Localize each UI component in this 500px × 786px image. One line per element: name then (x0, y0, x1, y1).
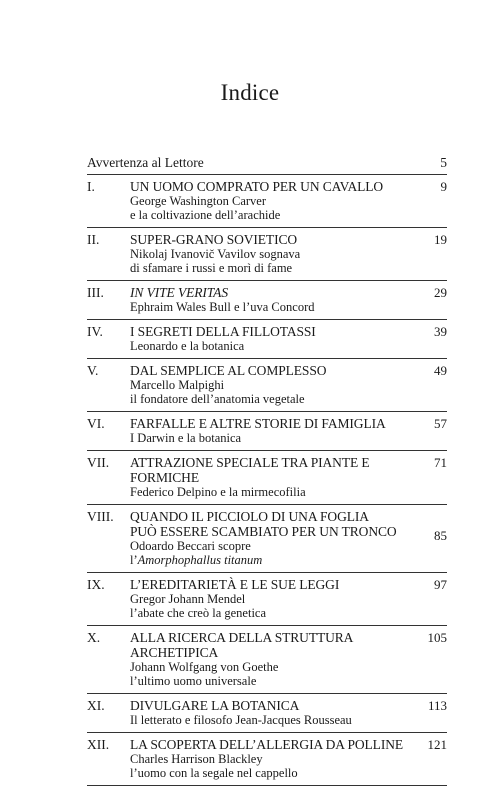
chapter-number: XI. (87, 698, 105, 713)
toc-page-number: 19 (434, 232, 447, 247)
toc-entry[interactable] (87, 175, 447, 228)
subtitle-prefix: l’ (130, 553, 138, 567)
toc-entry[interactable] (87, 573, 447, 626)
chapter-title: QUANDO IL PICCIOLO DI UNA FOGLIA (130, 509, 369, 524)
chapter-subtitle: di sfamare i russi e morì di fame (130, 261, 293, 275)
toc-page-number: 9 (440, 179, 447, 194)
chapter-title: DIVULGARE LA BOTANICA (130, 698, 300, 713)
toc-entry[interactable] (87, 626, 447, 694)
chapter-subtitle: Nikolaj Ivanovič Vavilov sognava (130, 247, 301, 261)
chapter-subtitle: l’ultimo uomo universale (130, 674, 257, 688)
toc-page-number: 97 (434, 577, 447, 592)
chapter-subtitle: il fondatore dell’anatomia vegetale (130, 392, 305, 406)
chapter-number: VIII. (87, 509, 114, 524)
toc-entry[interactable] (87, 733, 447, 786)
toc-page-number: 49 (434, 363, 447, 378)
chapter-title: FARFALLE E ALTRE STORIE DI FAMIGLIA (130, 416, 386, 431)
chapter-number: III. (87, 285, 104, 300)
chapter-subtitle: Odoardo Beccari scopre (130, 539, 251, 553)
toc-page-number: 57 (434, 416, 447, 431)
chapter-number: IX. (87, 577, 105, 592)
toc-entry-intro[interactable] (87, 152, 447, 175)
toc-page-number: 71 (434, 455, 447, 470)
chapter-number: X. (87, 630, 101, 645)
chapter-subtitle: Il letterato e filosofo Jean-Jacques Rousseau (130, 713, 352, 727)
toc-page-number: 5 (440, 155, 447, 170)
chapter-subtitle: e la coltivazione dell’arachide (130, 208, 281, 222)
chapter-number: VI. (87, 416, 105, 431)
chapter-subtitle: George Washington Carver (130, 194, 266, 208)
toc-page-number: 85 (434, 528, 447, 543)
toc-page-number: 121 (427, 737, 447, 752)
chapter-list (87, 175, 447, 786)
toc-entry[interactable] (87, 359, 447, 412)
chapter-title: PUÒ ESSERE SCAMBIATO PER UN TRONCO (130, 524, 397, 539)
chapter-number: II. (87, 232, 100, 247)
chapter-subtitle: Leonardo e la botanica (130, 339, 245, 353)
toc-page-number: 113 (427, 698, 447, 713)
chapter-title: ALLA RICERCA DELLA STRUTTURA ARCHETIPICA (130, 630, 353, 660)
chapter-number: IV. (87, 324, 103, 339)
chapter-number: I. (87, 179, 95, 194)
toc-entry[interactable] (87, 412, 447, 451)
chapter-subtitle: Ephraim Wales Bull e l’uva Concord (130, 300, 315, 314)
chapter-subtitle: l’abate che creò la genetica (130, 606, 267, 620)
chapter-title: SUPER-GRANO SOVIETICO (130, 232, 298, 247)
chapter-subtitle: Marcello Malpighi (130, 378, 225, 392)
toc-entry[interactable] (87, 694, 447, 733)
toc-entry[interactable] (87, 320, 447, 359)
toc-entry-label: Avvertenza al Lettore (87, 155, 204, 170)
chapter-title: LA SCOPERTA DELL’ALLERGIA DA POLLINE (130, 737, 404, 752)
species-name: Amorphophallus titanum (137, 553, 263, 567)
toc-page-number: 29 (434, 285, 447, 300)
chapter-number: XII. (87, 737, 110, 752)
chapter-title: ATTRAZIONE SPECIALE TRA PIANTE E FORMICHE (130, 455, 370, 485)
chapter-number: V. (87, 363, 99, 378)
chapter-title: UN UOMO COMPRATO PER UN CAVALLO (130, 179, 384, 194)
chapter-subtitle: I Darwin e la botanica (130, 431, 242, 445)
chapter-title: I SEGRETI DELLA FILLOTASSI (130, 324, 316, 339)
toc-entry[interactable] (87, 505, 447, 573)
chapter-subtitle: l’uomo con la segale nel cappello (130, 766, 298, 780)
table-of-contents (87, 152, 447, 786)
toc-page-number: 105 (427, 630, 447, 645)
chapter-subtitle: Federico Delpino e la mirmecofilia (130, 485, 306, 499)
toc-entry[interactable] (87, 281, 447, 320)
page-title: Indice (220, 80, 280, 105)
chapter-title: DAL SEMPLICE AL COMPLESSO (130, 363, 327, 378)
chapter-subtitle: Charles Harrison Blackley (130, 752, 263, 766)
chapter-number: VII. (87, 455, 110, 470)
chapter-subtitle: Gregor Johann Mendel (130, 592, 246, 606)
chapter-title: IN VITE VERITAS (130, 285, 228, 300)
toc-page-number: 39 (434, 324, 447, 339)
chapter-subtitle: Johann Wolfgang von Goethe (130, 660, 279, 674)
chapter-subtitle (130, 553, 447, 567)
toc-entry[interactable] (87, 228, 447, 281)
toc-entry[interactable] (87, 451, 447, 505)
chapter-title: L’EREDITARIETÀ E LE SUE LEGGI (130, 577, 340, 592)
